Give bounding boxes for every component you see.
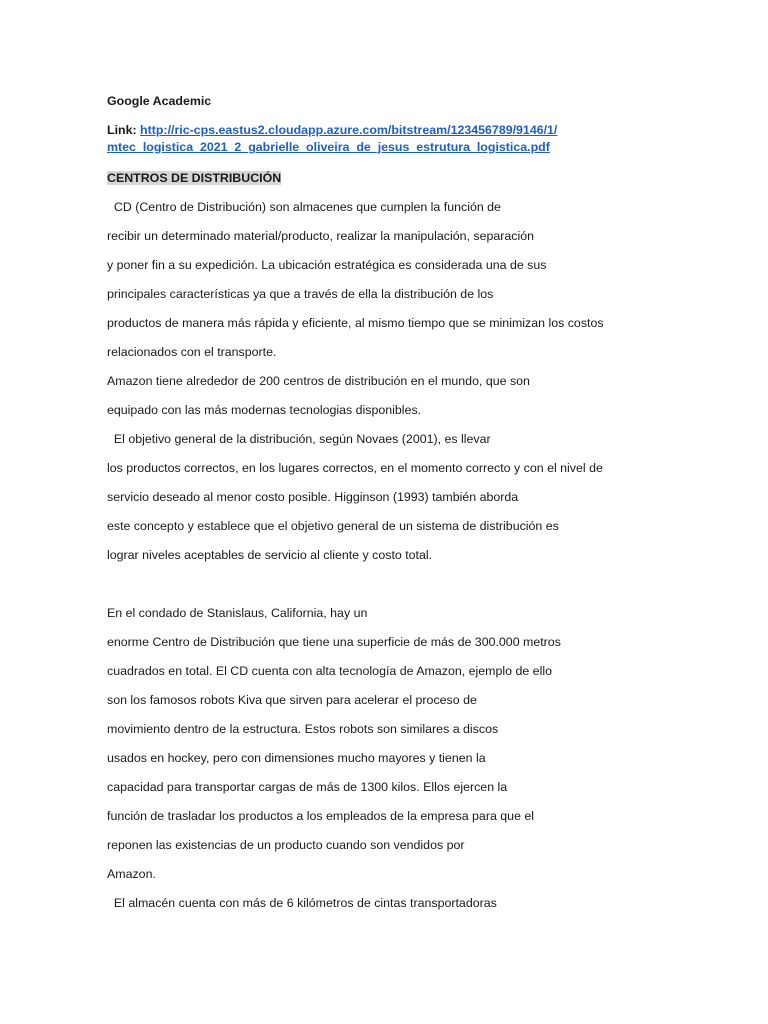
document-heading: Google Academic	[107, 94, 212, 108]
body-line: relacionados con el transporte.	[107, 345, 277, 359]
body-line: principales características ya que a través de ella la distribución de los	[107, 287, 494, 301]
body-line: este concepto y establece que el objetivo general de un sistema de distribución es	[107, 519, 559, 533]
body-line: productos de manera más rápida y eficiente, al mismo tiempo que se minimizan los costos	[107, 316, 604, 330]
body-line: capacidad para transportar cargas de más de 1300 kilos. Ellos ejercen la	[107, 780, 508, 794]
source-link-part-2[interactable]: mtec_logistica_2021_2_gabrielle_oliveira_de_jesus_estrutura_logistica.pdf	[107, 140, 550, 154]
body-line: servicio deseado al menor costo posible. Higginson (1993) también aborda	[107, 490, 519, 504]
body-line: equipado con las más modernas tecnologias disponibles.	[107, 403, 422, 417]
body-line: En el condado de Stanislaus, California, hay un	[107, 606, 368, 620]
body-line: Amazon tiene alrededor de 200 centros de distribución en el mundo, que son	[107, 374, 530, 388]
link-label: Link:	[107, 123, 141, 137]
body-line: El almacén cuenta con más de 6 kilómetros de cintas transportadoras	[107, 896, 497, 910]
link-row-2	[107, 139, 550, 155]
source-link-part-1[interactable]: http://ric-cps.eastus2.cloudapp.azure.com/bitstream/123456789/9146/1/	[140, 123, 558, 137]
body-line: enorme Centro de Distribución que tiene una superficie de más de 300.000 metros	[107, 635, 561, 649]
body-line: son los famosos robots Kiva que sirven para acelerar el proceso de	[107, 693, 477, 707]
body-line: y poner fin a su expedición. La ubicación estratégica es considerada una de sus	[107, 258, 547, 272]
body-line: El objetivo general de la distribución, según Novaes (2001), es llevar	[107, 432, 491, 446]
body-line: movimiento dentro de la estructura. Estos robots son similares a discos	[107, 722, 499, 736]
section-title-highlight: CENTROS DE DISTRIBUCIÓN	[107, 171, 282, 185]
body-line: Amazon.	[107, 867, 156, 881]
body-line: cuadrados en total. El CD cuenta con alta tecnología de Amazon, ejemplo de ello	[107, 664, 552, 678]
body-line: los productos correctos, en los lugares correctos, en el momento correcto y con el nivel de	[107, 461, 603, 475]
body-line: CD (Centro de Distribución) son almacenes que cumplen la función de	[107, 200, 501, 214]
body-line: lograr niveles aceptables de servicio al cliente y costo total.	[107, 548, 433, 562]
body-line: función de trasladar los productos a los empleados de la empresa para que el	[107, 809, 535, 823]
section-title	[107, 170, 281, 186]
link-row-1	[107, 122, 557, 138]
body-line: recibir un determinado material/producto, realizar la manipulación, separación	[107, 229, 535, 243]
body-line: reponen las existencias de un producto cuando son vendidos por	[107, 838, 465, 852]
body-line: usados en hockey, pero con dimensiones mucho mayores y tienen la	[107, 751, 486, 765]
